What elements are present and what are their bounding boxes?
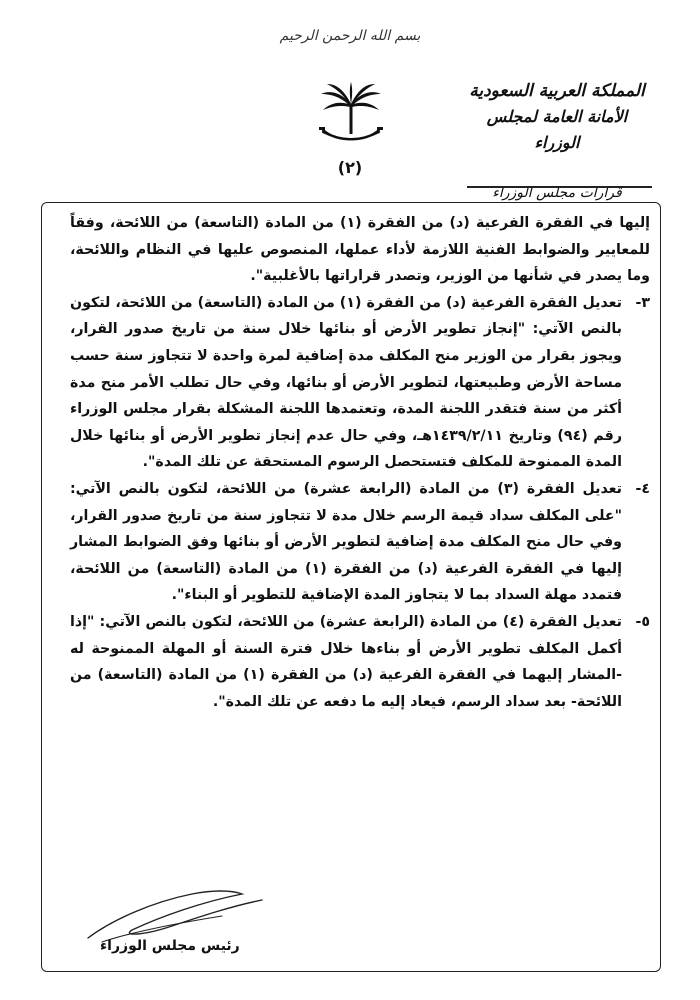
item-number: ٣-: [635, 294, 650, 311]
page-number: (٢): [337, 158, 363, 177]
list-item: [70, 476, 650, 609]
org-country: المملكة العربية السعودية: [469, 81, 645, 101]
item-number: ٤-: [635, 480, 650, 497]
item-number: ٥-: [635, 613, 650, 630]
header-divider: [467, 186, 652, 188]
list-item: [70, 290, 650, 476]
list-item: [70, 609, 650, 715]
document-body: [70, 210, 650, 715]
item-text: تعديل الفقرة الفرعية (د) من الفقرة (١) من المادة (التاسعة) من اللائحة، لتكون بالنص الآتي: "إنجاز تطوير الأرض أو بنائها خلال سنة من تاريخ صدور القرار، ويجوز بقرار من الوزير منح المكلف مدة إضافية لمرة واحدة لا تتجاوز سنة حسب مساحة الأرض وطبيعتها، لتطوير الأرض أو بنائها، وفي حال تطلب الأمر منح مدة أكثر من سنة فتقدر اللجنة المدة، وتعتمدها اللجنة المشكلة بقرار مجلس الوزراء رقم (٩٤) وتاريخ ١٤٣٩/٢/١١هـ، وفي حال عدم إنجاز تطوير الأرض أو بنائها خلال المدة الممنوحة للمكلف فتستحصل الرسوم المستحقة عن تلك المدة".: [70, 294, 622, 471]
signatory-title: رئيس مجلس الوزراء: [100, 938, 240, 954]
basmala: بسم الله الرحمن الرحيم: [279, 28, 421, 44]
item-text: تعديل الفقرة (٣) من المادة (الرابعة عشرة) من اللائحة، لتكون بالنص الآتي: "على المكلف سداد قيمة الرسم خلال مدة لا تتجاوز سنة من تاريخ صدور القرار، وفي حال منح المكلف مدة إضافية لتطوير الأرض أو بنائها وفق الضوابط المشار إليها في الفقرة الفرعية (د) من الفقرة (١) من المادة (التاسعة) من اللائحة، فتمدد مهلة السداد بما لا يتجاوز المدة الإضافية للتطوير أو البناء".: [70, 480, 622, 604]
palm-swords-emblem-icon: [319, 82, 383, 148]
intro-paragraph: إليها في الفقرة الفرعية (د) من الفقرة (١) من المادة (التاسعة) من اللائحة، وفقاً للمعايير والضوابط الفنية اللازمة لأداء عملها، المنصوص عليها في النظام واللائحة، وما يصدر في شأنها من الوزير، وتصدر قراراتها بالأغلبية".: [70, 215, 651, 285]
item-text: تعديل الفقرة (٤) من المادة (الرابعة عشرة) من اللائحة، لتكون بالنص الآتي: "إذا أكمل المكلف تطوير الأرض أو بناءها خلال فترة السنة أو المهلة الممنوحة له -المشار إليهما في الفقرة الفرعية (د) من الفقرة (١) من المادة (التاسعة) من اللائحة- بعد سداد الرسم، فيعاد إليه ما دفعه عن تلك المدة".: [70, 613, 623, 710]
org-secretariat: الأمانة العامة لمجلس الوزراء: [486, 107, 628, 152]
org-decisions: قرارات مجلس الوزراء: [492, 185, 622, 201]
